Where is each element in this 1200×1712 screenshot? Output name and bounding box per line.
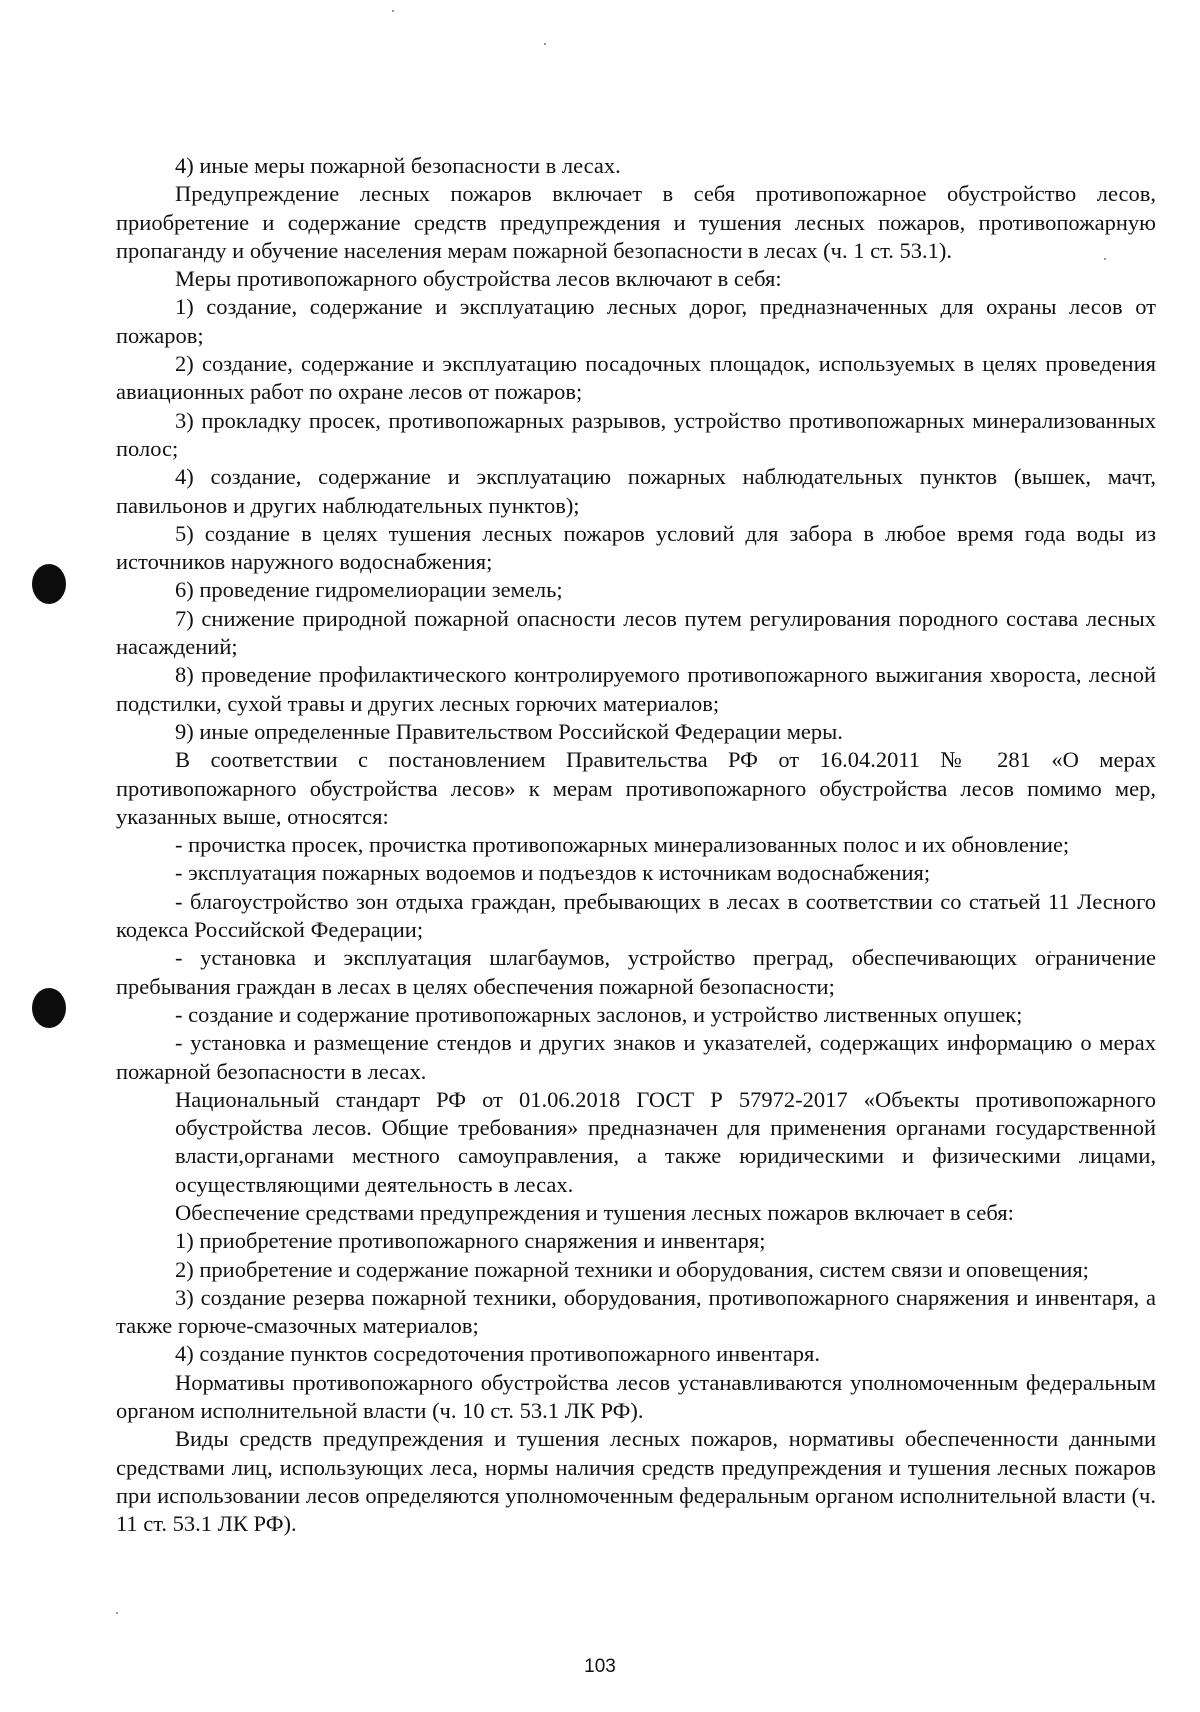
scan-speck (392, 10, 394, 12)
list-item: 8) проведение профилактического контролируемого противопожарного выжигания хвороста, лесной подстилки, сухой травы и других лесных горючих материалов; (116, 662, 1156, 716)
list-item: 3) прокладку просек, противопожарных разрывов, устройство противопожарных минерализованных полос; (116, 407, 1156, 461)
punch-hole-top (32, 564, 66, 604)
paragraph: Виды средств предупреждения и тушения лесных пожаров, нормативы обеспеченности данными средствами лиц, использующих леса, нормы наличия средств предупреждения и тушения лесных пожаров при использовании лесов определяются уполномоченным федеральным органом исполнительной власти (ч. 11 ст. 53.1 ЛК РФ). (116, 1426, 1156, 1537)
list-item: - прочистка просек, прочистка противопожарных минерализованных полос и их обновление; (175, 832, 1070, 858)
document-body (116, 152, 1156, 1539)
list-item: - установка и эксплуатация шлагбаумов, устройство преград, обеспечивающих ограничение пребывания граждан в лесах в целях обеспечения пожарной безопасности; (116, 945, 1156, 999)
paragraph: В соответствии с постановлением Правительства РФ от 16.04.2011 № 281 «О мерах противопожарного обустройства лесов» к мерам противопожарного обустройства лесов помимо мер, указанных выше, относятся: (116, 747, 1156, 829)
list-item: 7) снижение природной пожарной опасности лесов путем регулирования породного состава лесных насаждений; (116, 605, 1156, 660)
paragraph: 4) иные меры пожарной безопасности в лесах. (175, 153, 621, 178)
list-item: 1) приобретение противопожарного снаряжения и инвентаря; (175, 1228, 766, 1254)
list-item: - благоустройство зон отдыха граждан, пребывающих в лесах в соответствии со статьей 11 Лесного кодекса Российской Федерации; (116, 888, 1156, 943)
paragraph: Обеспечение средствами предупреждения и тушения лесных пожаров включает в себя: (175, 1199, 1014, 1225)
paragraph: Нормативы противопожарного обустройства лесов устанавливаются уполномоченным федеральным органом исполнительной власти (ч. 10 ст. 53.1 ЛК РФ). (116, 1369, 1156, 1424)
list-item: 1) создание, содержание и эксплуатацию лесных дорог, предназначенных для охраны лесов от пожаров; (116, 294, 1156, 348)
paragraph: Меры противопожарного обустройства лесов включают в себя: (175, 266, 782, 292)
punch-hole-bottom (32, 988, 66, 1028)
standard-paragraph: Национальный стандарт РФ от 01.06.2018 ГОСТ Р 57972-2017 «Объекты противопожарного обустройства лесов. Общие требования» предназначен для применения органами государственной власти,органами местного самоуправления, а также юридическими и физическими лицами, осуществляющими деятельность в лесах. (175, 1086, 1156, 1197)
scan-speck (116, 1612, 118, 1614)
page-number: 103 (584, 1656, 616, 1677)
list-item: 2) приобретение и содержание пожарной техники и оборудования, систем связи и оповещения; (175, 1256, 1089, 1282)
list-item: 6) проведение гидромелиорации земель; (175, 577, 563, 603)
paragraph: Предупреждение лесных пожаров включает в себя противопожарное обустройство лесов, приобретение и содержание средств предупреждения и тушения лесных пожаров, противопожарную пропаганду и обучение населения мерам пожарной безопасности в лесах (ч. 1 ст. 53.1). (116, 181, 1156, 263)
scan-speck (544, 43, 546, 45)
list-item: 4) создание, содержание и эксплуатацию пожарных наблюдательных пунктов (вышек, мачт, павильонов и других наблюдательных пунктов); (116, 464, 1156, 518)
list-item: 3) создание резерва пожарной техники, оборудования, противопожарного снаряжения и инвентаря, а также горюче-смазочных материалов; (116, 1284, 1156, 1339)
list-item: - установка и размещение стендов и других знаков и указателей, содержащих информацию о мерах пожарной безопасности в лесах. (116, 1030, 1156, 1084)
list-item: 5) создание в целях тушения лесных пожаров условий для забора в любое время года воды из источников наружного водоснабжения; (116, 520, 1156, 575)
list-item: - эксплуатация пожарных водоемов и подъездов к источникам водоснабжения; (175, 860, 931, 886)
list-item: - создание и содержание противопожарных заслонов, и устройство лиственных опушек; (175, 1001, 1023, 1027)
list-item: 4) создание пунктов сосредоточения противопожарного инвентаря. (175, 1341, 821, 1367)
list-item: 9) иные определенные Правительством Российской Федерации меры. (175, 718, 843, 744)
list-item: 2) создание, содержание и эксплуатацию посадочных площадок, используемых в целях проведения авиационных работ по охране лесов от пожаров; (116, 351, 1156, 405)
